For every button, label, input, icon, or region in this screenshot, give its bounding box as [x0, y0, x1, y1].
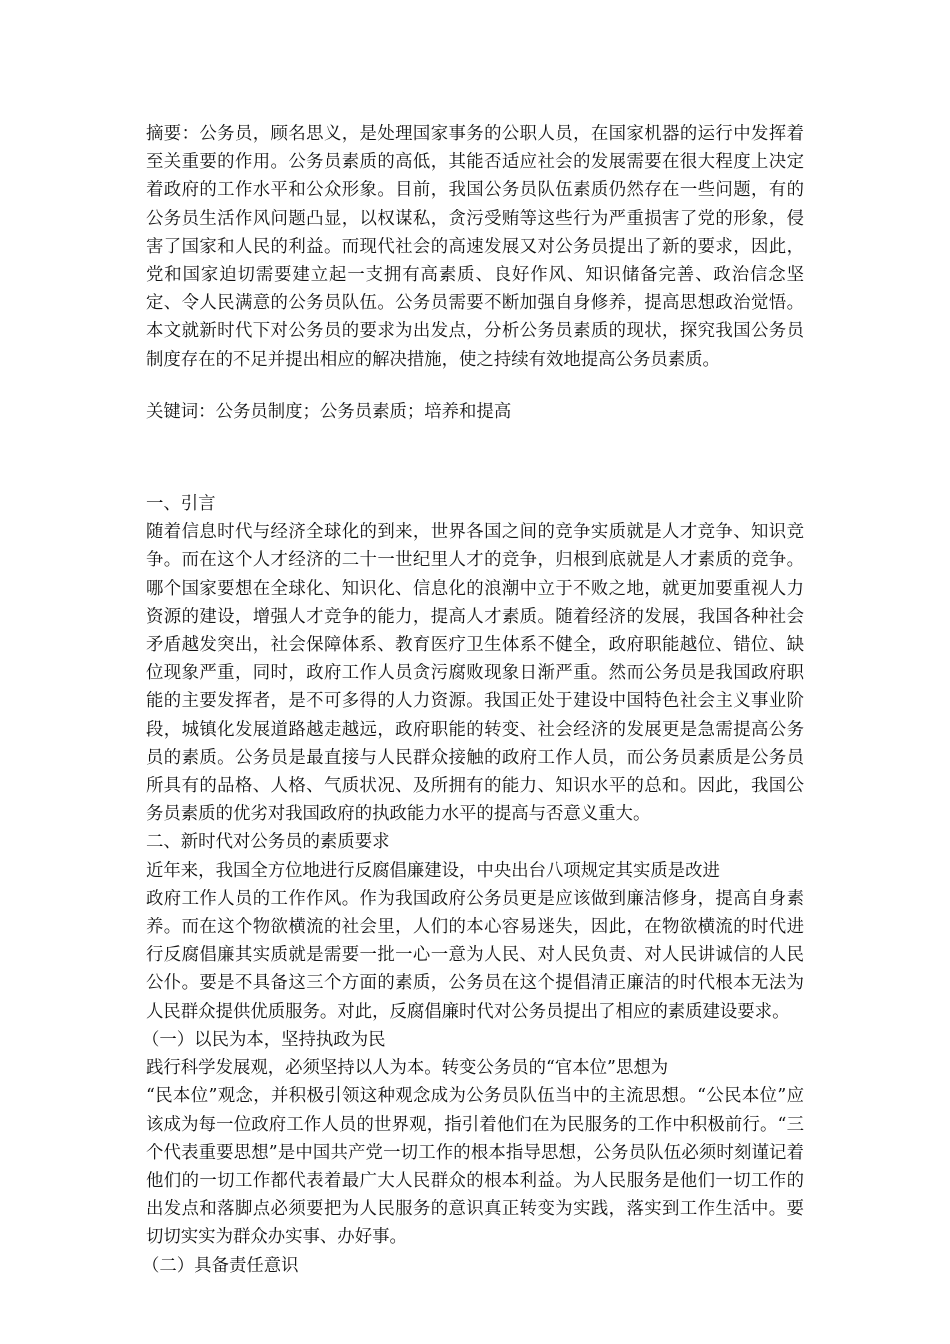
requirements-paragraph: 政府工作人员的工作作风。作为我国政府公务员更是应该做到廉洁修身，提高自身素养。而在这个物欲横流的社会里，人们的本心容易迷失，因此，在物欲横流的时代进行反腐倡廉其实质就是需要一批一心一意为人民、对人民负责、对人民讲诚信的人民公仆。要是不具备这三个方面的素质，公务员在这个提倡清正廉洁的时代根本无法为人民群众提供优质服务。对此，反腐倡廉时代对公务员提出了相应的素质建设要求。 — [146, 888, 804, 1022]
document-page — [142, 120, 804, 1280]
subsection-heading-people-first: （一）以民为本，坚持执政为民 — [142, 1029, 386, 1050]
spacer — [146, 426, 804, 490]
people-first-paragraph: “民本位”观念，并积极引领这种观念成为公务员队伍当中的主流思想。“公民本位”应该成为每一位政府工作人员的世界观，指引着他们在为民服务的工作中积极前行。“三个代表重要思想”是中国共产党一切工作的根本指导思想，公务员队伍必须时刻谨记着他们的一切工作都代表着最广大人民群众的根本利益。为人民服务是他们一切工作的出发点和落脚点必须要把为人民服务的意识真正转变为实践，落实到工作生活中。要切切实实为群众办实事、办好事。 — [146, 1086, 804, 1248]
people-first-paragraph-line1: 践行科学发展观，必须坚持以人为本。转变公务员的“官本位”思想为 — [146, 1058, 669, 1079]
intro-paragraph: 随着信息时代与经济全球化的到来，世界各国之间的竞争实质就是人才竞争、知识竞争。而在这个人才经济的二十一世纪里人才的竞争，归根到底就是人才素质的竞争。哪个国家要想在全球化、知识化、信息化的浪潮中立于不败之地，就更加要重视人力资源的建设，增强人才竞争的能力，提高人才素质。随着经济的发展，我国各种社会矛盾越发突出，社会保障体系、教育医疗卫生体系不健全，政府职能越位、错位、缺位现象严重，同时，政府工作人员贪污腐败现象日渐严重。然而公务员是我国政府职能的主要发挥者，是不可多得的人力资源。我国正处于建设中国特色社会主义事业阶段，城镇化发展道路越走越远，政府职能的转变、社会经济的发展更是急需提高公务员的素质。公务员是最直接与人民群众接触的政府工作人员，而公务员素质是公务员所具有的品格、人格、气质状况、及所拥有的能力、知识水平的总和。因此，我国公务员素质的优劣对我国政府的执政能力水平的提高与否意义重大。 — [146, 522, 804, 825]
keywords-line: 关键词：公务员制度；公务员素质；培养和提高 — [146, 401, 512, 422]
abstract-paragraph: 摘要：公务员，顾名思义，是处理国家事务的公职人员，在国家机器的运行中发挥着至关重要的作用。公务员素质的高低，其能否适应社会的发展需要在很大程度上决定着政府的工作水平和公众形象。目前，我国公务员队伍素质仍然存在一些问题，有的公务员生活作风问题凸显，以权谋私，贪污受贿等这些行为严重损害了党的形象，侵害了国家和人民的利益。而现代社会的高速发展又对公务员提出了新的要求，因此，党和国家迫切需要建立起一支拥有高素质、良好作风、知识储备完善、政治信念坚定、令人民满意的公务员队伍。公务员需要不断加强自身修养，提高思想政治觉悟。本文就新时代下对公务员的要求为出发点，分析公务员素质的现状，探究我国公务员制度存在的不足并提出相应的解决措施，使之持续有效地提高公务员素质。 — [146, 124, 804, 370]
subsection-heading-responsibility: （二）具备责任意识 — [142, 1255, 299, 1276]
spacer — [146, 374, 804, 398]
section-heading-requirements: 二、新时代对公务员的素质要求 — [146, 832, 390, 853]
requirements-paragraph-line1: 近年来，我国全方位地进行反腐倡廉建设，中央出台八项规定其实质是改进 — [146, 860, 720, 881]
section-heading-intro: 一、引言 — [146, 494, 216, 515]
